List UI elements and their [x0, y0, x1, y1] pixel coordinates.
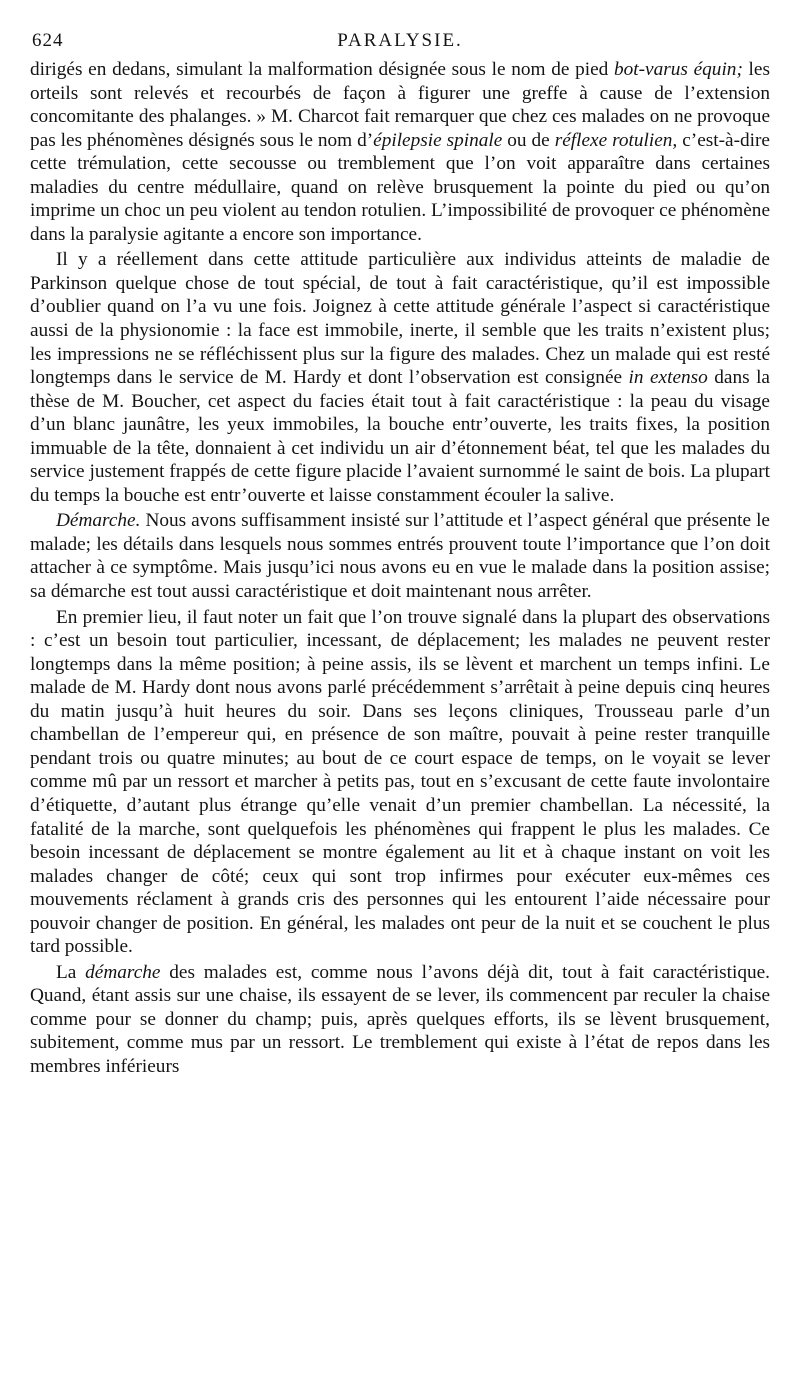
text-run: dans la thèse de M. Boucher, cet aspect du facies était tout à fait caractéristique : la peau du visage d’un blanc jaunâtre, les yeux immobiles, la bouche entr’ouverte, les traits fixes, la position immuable de la tête, donnaient à cet individu un air d’étonnement béat, tel que les malades du service justement frappés de cette figure placide l’avaient surnommé le saint de bois. La plupart du temps la bouche est entr’ouverte et laisse constamment écouler la salive.	[30, 367, 770, 506]
body-text	[30, 58, 770, 1079]
italic-text-run: épilepsie spinale	[373, 129, 503, 151]
paragraph-besoin-deplacement	[30, 606, 770, 959]
text-run: Nous avons suffisamment insisté sur l’attitude et l’aspect général que présente le malade; les détails dans lesquels nous sommes entrés prouvent toute l’importance que l’on doit attacher à ce symptôme. Mais jusqu’ici nous avons eu en vue le malade dans la position assise; sa démarche est tout aussi caractéristique et doit maintenant nous arrêter.	[30, 510, 770, 603]
paragraph-demarche-intro	[30, 509, 770, 603]
text-run: dirigés en dedans, simulant la malformation désignée sous le nom de pied	[30, 59, 614, 80]
text-run: ou de	[502, 129, 555, 151]
paragraph-parkinson-attitude	[30, 248, 770, 507]
text-run: La	[56, 961, 86, 983]
italic-text-run: in extenso	[628, 367, 708, 389]
italic-text-run: Démarche.	[56, 510, 141, 532]
running-title: PARALYSIE.	[337, 30, 463, 51]
book-page	[30, 30, 770, 1079]
italic-text-run: réflexe rotulien,	[554, 129, 678, 151]
text-run: des malades est, comme nous l’avons déjà dit, tout à fait caractéristique. Quand, étant assis sur une chaise, ils essayent de se lever, ils commencent par reculer la chaise comme pour se donner du champ; puis, après quelques efforts, ils se lèvent brusquement, subitement, comme mus par un ressort. Le tremblement qui existe à l’état de repos dans les membres inférieurs	[30, 961, 771, 1077]
italic-text-run: bot-varus équin;	[614, 59, 743, 80]
text-run: En premier lieu, il faut noter un fait que l’on trouve signalé dans la plupart des observations : c’est un besoin tout particulier, incessant, de déplacement; les malades ne peuvent rester longtemps dans la même position; à peine assis, ils se lèvent et marchent un temps infini. Le malade de M. Hardy dont nous avons parlé précédemment s’arrêtait à peine depuis cinq heures du matin jusqu’à huit heures du soir. Dans ses leçons cliniques, Trousseau parle d’un chambellan de l’empereur qui, en présence de son maître, pouvait à peine rester tranquille pendant trois ou quatre minutes; au bout de ce court espace de temps, on le voyait se lever comme mû par un ressort et marcher à petits pas, tout en s’excusant de cette faute involontaire d’étiquette, d’autant plus étrange qu’elle venait d’un premier chambellan. La nécessité, la fatalité de la marche, sont quelquefois les phénomènes qui frappent le plus les malades. Ce besoin incessant de déplacement se montre également au lit et à chaque instant on voit les malades changer de côté; ceux qui sont trop infirmes pour exécuter eux-mêmes ces mouvements réclament à grands cris des personnes qui les entourent l’aide nécessaire pour pouvoir changer de position. En général, les malades ont peur de la nuit et se couchent le plus tard possible.	[30, 606, 770, 958]
text-run: les orteils sont relevés et recourbés de façon à figurer une greffe à cause de l’extension concomitante des phalanges. » M. Charcot fait remarquer que chez ces malades on ne provoque pas les phénomènes désignés sous le nom d’	[30, 59, 770, 151]
italic-text-run: démarche	[85, 961, 161, 983]
paragraph-demarche-description	[30, 961, 770, 1079]
page-number: 624	[32, 30, 64, 51]
running-head	[30, 30, 770, 58]
text-run: c’est-à-dire cette trémulation, cette secousse ou tremblement que l’on voit apparaître dans certaines maladies du centre médullaire, quand on relève brusquement la pointe du pied ou qu’on imprime un choc un peu violent au tendon rotulien. L’impossibilité de provoquer ce phénomène dans la paralysie agitante a encore son importance.	[30, 129, 770, 245]
text-run: Il y a réellement dans cette attitude particulière aux individus atteints de maladie de Parkinson quelque chose de tout spécial, de tout à fait caractéristique, qu’il est impossible d’oublier quand on l’a vu une fois. Joignez à cette attitude générale l’aspect si caractéristique aussi de la physionomie : la face est immobile, inerte, il semble que les traits n’existent plus; les impressions ne se réfléchissent plus sur la figure des malades. Chez un malade qui est resté longtemps dans le service de M. Hardy et dont l’observation est consignée	[30, 249, 770, 389]
paragraph-continuation	[30, 58, 770, 246]
